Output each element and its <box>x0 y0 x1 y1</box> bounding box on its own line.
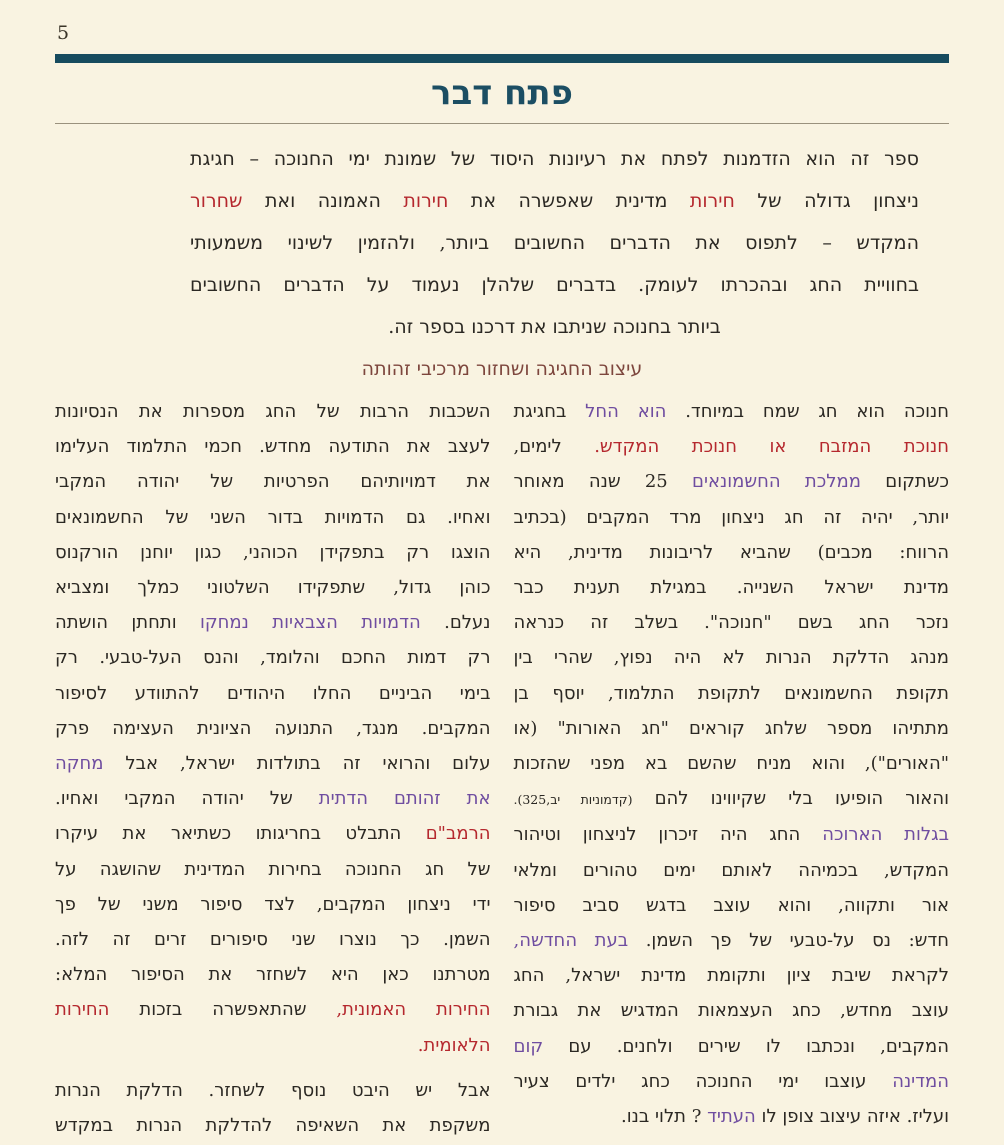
text-segment: כוהן גדול, שתפקידו השלטוני כמלך ומצביא <box>55 577 491 599</box>
text-line <box>55 1108 491 1143</box>
text-line <box>55 746 491 781</box>
text-line <box>514 394 950 429</box>
text-segment: בחגיגת <box>513 401 586 422</box>
highlight-red: שחרור <box>190 190 243 212</box>
highlight-purple: הוא החל <box>585 401 667 422</box>
text-line <box>514 781 950 817</box>
highlight-red: הרמב"ם <box>425 823 491 845</box>
text-segment: חדש: נס על-טבעי של פך השמן. <box>628 930 949 952</box>
highlight-red: החירות <box>55 999 110 1021</box>
text-line <box>55 781 491 816</box>
text-line <box>514 923 950 958</box>
text-segment: המקדש, בכמיהה לאותם ימים טהורים ומלאי <box>513 859 949 881</box>
text-segment: ותחתן הושתה <box>55 612 200 634</box>
text-line <box>55 922 491 957</box>
text-segment: עלום והרואי זה בתולדות ישראל, אבל <box>103 753 491 775</box>
page-number: 5 <box>57 22 70 44</box>
text-line <box>55 605 491 640</box>
text-line <box>55 1073 491 1108</box>
text-segment: האמונה ואת <box>242 190 404 212</box>
text-segment: מדינת ישראל השנייה. במגילת תענית כבר <box>513 577 949 599</box>
text-segment: לעצב את התודעה מחדש. חכמי התלמוד העלימו <box>55 436 491 458</box>
text-segment: החג היה זיכרון לניצחון וטיהור <box>513 824 823 846</box>
highlight-red: הלאומית. <box>417 1034 491 1056</box>
text-line <box>55 535 491 570</box>
column-left <box>55 394 491 1143</box>
text-segment: לימים, <box>513 436 595 458</box>
highlight-purple: את זהותם הדתית <box>318 788 491 810</box>
text-columns <box>55 394 949 1143</box>
text-segment: נעלם. <box>420 612 491 634</box>
text-line <box>190 306 919 348</box>
section-subtitle: עיצוב החגיגה ושחזור מרכיבי זהותה <box>361 358 643 380</box>
text-segment: "האורים"), והוא מניח שהשם בא מפני שהזכות <box>513 753 949 775</box>
text-line <box>55 500 491 535</box>
text-line <box>55 992 491 1027</box>
text-line <box>55 429 491 464</box>
text-segment: ניצחון גדולה של <box>734 190 919 212</box>
text-segment: עוצבו ימי החנוכה כחג ילדים צעיר <box>513 1070 893 1092</box>
highlight-red: חנוכת המזבח או חנוכת המקדש. <box>594 436 950 458</box>
text-line <box>55 711 491 746</box>
text-segment: ועליז. איזה עיצוב צופן לו <box>755 1106 949 1128</box>
text-line <box>514 993 950 1028</box>
text-segment: התבלט בחריגותו כשתיאר את עיקרו <box>55 823 426 845</box>
text-line <box>514 958 950 993</box>
text-line <box>514 1099 950 1134</box>
text-line <box>514 570 950 605</box>
text-segment: רק דמות החכם והלומד, והנס העל-טבעי. רק <box>55 647 491 669</box>
text-segment: לקראת שיבת ציון ותקומת מדינת ישראל, החג <box>513 965 949 987</box>
text-segment: אבל יש היבט נוסף לשחזר. הדלקת הנרות <box>55 1079 491 1101</box>
text-segment: והאור הופיעו בלי שקיווינו להם <box>632 788 949 810</box>
highlight-purple: העתיד <box>707 1106 756 1128</box>
highlight-red: חירות <box>689 190 735 212</box>
highlight-red: חירות <box>403 190 449 212</box>
text-segment: מטרתנו כאן היא לשחזר את הסיפור המלא: <box>55 964 491 986</box>
text-segment: השמן. כך נוצרו שני סיפורים זרים זה לזה. <box>55 929 491 951</box>
text-segment: של חג החנוכה בחירות המדינית שהושגה על <box>55 858 491 880</box>
text-segment: אור ותקווה, והוא עוצב בדגש סביב סיפור <box>513 894 949 916</box>
text-segment: יותר, יהיה זה חג ניצחון מרד המקבים (בכתיב <box>513 506 949 528</box>
text-segment: כשתקום <box>860 471 949 493</box>
text-line <box>514 535 950 570</box>
intro-paragraph <box>190 138 919 348</box>
text-line <box>514 605 950 640</box>
text-line <box>514 888 950 923</box>
column-right <box>514 394 950 1134</box>
text-segment: הרווח: מכבים) שהביא לריבונות מדינית, היא <box>513 541 949 563</box>
text-line <box>190 264 919 306</box>
text-segment: מתתיהו מספר שלחג קוראים "חג האורות" (או <box>513 717 949 739</box>
text-segment: המקדש – לתפוס את הדברים החשובים ביותר, ולהזמין לשינוי משמעותי <box>190 232 919 254</box>
text-segment: של יהודה המקבי ואחיו. <box>55 788 319 810</box>
text-segment: שהתאפשרה בזכות <box>109 999 337 1021</box>
top-rule <box>55 54 949 63</box>
text-line <box>514 1029 950 1064</box>
text-segment: עוצב מחדש, כחג העצמאות המדגיש את גבורת <box>513 1000 949 1022</box>
text-segment: הוצגו רק בתפקידן הכוהני, כגון יוחנן הורקנוס <box>55 541 491 563</box>
text-line <box>55 640 491 675</box>
text-line <box>514 817 950 852</box>
text-segment: מדינית שאפשרה את <box>448 190 690 212</box>
text-segment: ידי ניצחון המקבים, לצד סיפור משני של פך <box>55 893 491 915</box>
text-line <box>514 746 950 781</box>
page-title: פתח דבר <box>431 73 573 113</box>
text-line <box>514 1064 950 1099</box>
text-line <box>55 570 491 605</box>
highlight-purple: בעת החדשה, <box>513 930 629 952</box>
text-line <box>55 464 491 499</box>
text-segment: המקבים, ונכתבו לו שירים ולחנים. עם <box>543 1035 949 1057</box>
text-segment: המקבים. מנגד, התנועה הציונית העצימה פרק <box>55 717 491 739</box>
text-line <box>514 640 950 675</box>
text-segment: בימי הביניים החלו היהודים להתוודע לסיפור <box>55 682 491 704</box>
text-segment: ואחיו. גם הדמויות בדור השני של החשמונאים <box>55 506 491 528</box>
text-line <box>55 852 491 887</box>
text-segment: חנוכה הוא חג שמח במיוחד. <box>666 401 949 422</box>
text-line <box>55 1028 491 1063</box>
text-segment: את דמויותיהם הפרטיות של יהודה המקבי <box>55 471 491 493</box>
text-segment: בחוויית החג ובהכרתו לעומק. בדברים שלהלן נעמוד על הדברים החשובים <box>190 274 919 296</box>
text-segment: ביותר בחנוכה שניתבו את דרכנו בספר זה. <box>388 316 721 338</box>
text-line <box>55 676 491 711</box>
text-line <box>514 429 950 464</box>
text-line <box>514 464 950 499</box>
text-segment: משקפת את השאיפה להדלקת הנרות במקדש <box>55 1115 491 1137</box>
highlight-purple: הדמויות הצבאיות נמחקו <box>200 612 421 634</box>
text-line <box>55 816 491 851</box>
text-line <box>55 394 491 429</box>
text-segment: מנהג הדלקת הנרות לא היה נפוץ, שהרי בין <box>513 647 949 669</box>
highlight-purple: בגלות הארוכה <box>822 824 949 846</box>
highlight-purple: ממלכת החשמונאים <box>692 471 861 493</box>
text-line <box>190 138 919 180</box>
text-line <box>190 180 919 222</box>
title-rule <box>55 123 949 124</box>
text-segment: השכבות הרבות של החג מספרות את הנסיונות <box>55 401 491 422</box>
highlight-purple: מחקה <box>55 753 104 775</box>
text-line <box>514 711 950 746</box>
text-line <box>55 957 491 992</box>
text-line <box>514 853 950 888</box>
text-segment: 25 שנה מאוחר <box>513 471 693 493</box>
text-line <box>190 222 919 264</box>
text-segment: ספר זה הוא הזדמנות לפתח את רעיונות היסוד של שמונת ימי החנוכה – חגיגת <box>190 148 919 170</box>
text-line <box>514 500 950 535</box>
highlight-purple: המדינה <box>892 1070 949 1092</box>
text-segment: תקופת החשמונאים לתקופת התלמוד, יוסף בן <box>513 682 949 704</box>
highlight-red: החירות האמונית, <box>336 999 491 1021</box>
text-segment: נזכר החג בשם "חנוכה". בשלב זה כנראה <box>513 612 949 634</box>
text-line <box>55 887 491 922</box>
text-line <box>514 676 950 711</box>
highlight-small: (קדמוניות יב,325). <box>513 792 633 808</box>
highlight-purple: קום <box>513 1035 544 1057</box>
text-segment: ? תלוי בנו. <box>621 1106 708 1128</box>
